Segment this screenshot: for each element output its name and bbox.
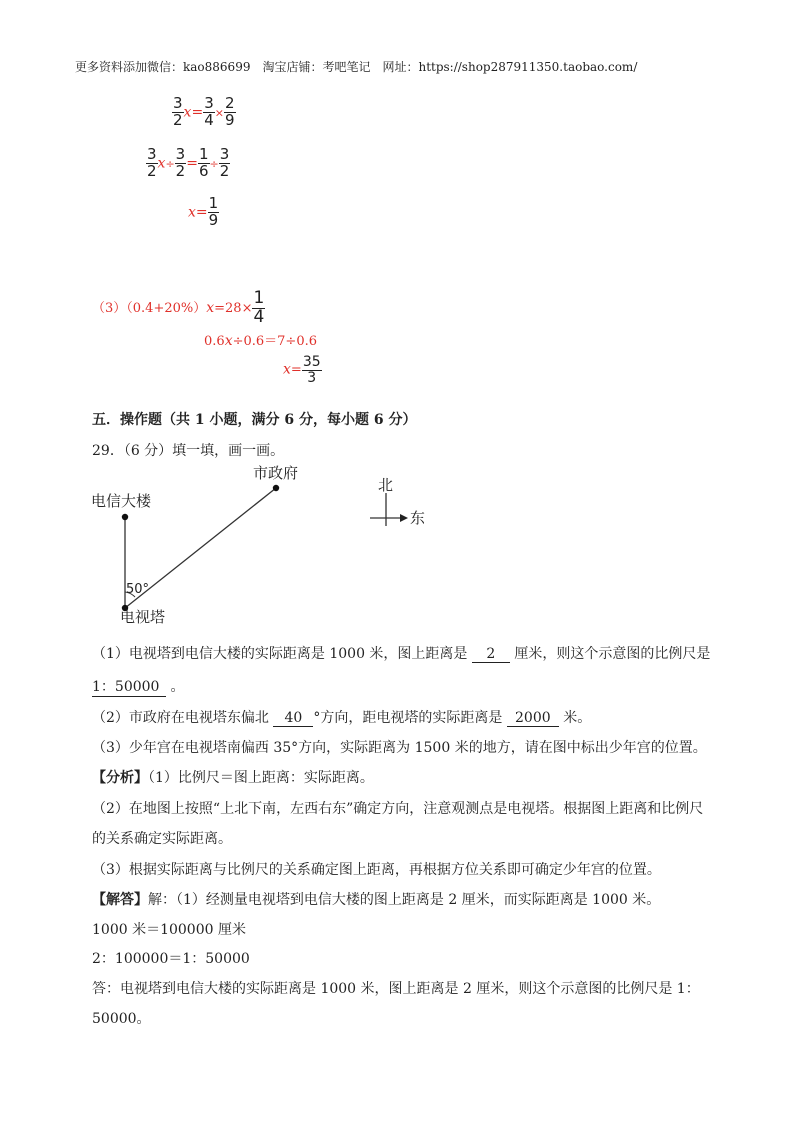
- gov-point: [273, 485, 279, 491]
- eq3-line3: x= $\frac{35}{3}$: [283, 354, 321, 386]
- page-header: 更多资料添加微信：kao886699 淘宝店铺：考吧笔记 网址：https://shop287911350.taobao.com/: [75, 60, 638, 74]
- analysis-tag: 【分析】: [92, 770, 148, 786]
- analysis-line1: 【分析】（1）比例尺＝图上距离：实际距离。: [92, 770, 374, 786]
- fraction: $\frac{3}{2}$: [175, 145, 186, 180]
- fraction: $\frac{3}{2}$: [219, 145, 230, 180]
- answer-blank: 40: [273, 710, 313, 727]
- solution-line4: 答：电视塔到电信大楼的实际距离是 1000 米，图上距离是 2 厘米，则这个示意图的比例尺是 1：: [92, 981, 700, 997]
- fraction: $\frac{35}{3}$: [302, 354, 321, 386]
- telecom-label: 电信大楼: [91, 492, 152, 510]
- answer-blank: 2000: [507, 710, 559, 727]
- east-label: 东: [410, 509, 426, 527]
- fraction: $\frac{3}{2}$: [147, 145, 157, 180]
- analysis-line3: 的关系确定实际距离。: [92, 831, 232, 847]
- solution-line2: 1000 米＝100000 厘米: [92, 922, 246, 938]
- q3-line: （3）少年宫在电视塔南偏西 35°方向，实际距离为 1500 米的地方，请在图中标出少年宫的位置。: [92, 740, 707, 756]
- tower-label: 电视塔: [120, 608, 166, 626]
- eq3-line2: 0.6x÷0.6＝7÷0.6: [204, 333, 317, 349]
- fraction: $\frac{3}{2}$: [173, 94, 183, 129]
- solution-line1: 【解答】解：（1）经测量电视塔到电信大楼的图上距离是 2 厘米，而实际距离是 1000 米。: [92, 892, 661, 908]
- fraction: $\frac{3}{4}$: [204, 94, 214, 129]
- eq2-line2: $\frac{3}{2}$ x÷ $\frac{3}{2}$ = $\frac{1}{6}$ ÷ $\frac{3}{2}$: [147, 145, 230, 180]
- analysis-line2: （2）在地图上按照“上北下南，左西右东”确定方向，注意观测点是电视塔。根据图上距离和比例尺: [92, 801, 704, 817]
- answer-blank: 1：50000: [92, 676, 166, 697]
- gov-label: 市政府: [253, 464, 299, 482]
- question-title: 29．（6 分）填一填，画一画。: [92, 443, 285, 459]
- map-diagram: [80, 460, 440, 630]
- east-arrow-icon: [400, 514, 408, 522]
- telecom-point: [122, 514, 128, 520]
- fraction: $\frac{1}{9}$: [208, 194, 219, 229]
- solution-line5: 50000。: [92, 1011, 151, 1027]
- answer-blank: 2: [472, 646, 510, 663]
- section-title: 五．操作题（共 1 小题，满分 6 分，每小题 6 分）: [92, 412, 417, 428]
- fraction: $\frac{2}{9}$: [224, 94, 235, 129]
- angle-label: 50°: [126, 582, 150, 597]
- q1-line-cont: 1：50000 。: [92, 676, 184, 697]
- q2-line: （2）市政府在电视塔东偏北 40 °方向，距电视塔的实际距离是 2000 米。: [92, 710, 592, 726]
- eq2-line3: x= $\frac{1}{9}$: [188, 194, 219, 229]
- eq3-line1: （3）（0.4+20%）x=28× $\frac{1}{4}$: [92, 288, 265, 327]
- solution-line3: 2：100000＝1：50000: [92, 951, 250, 967]
- analysis-line4: （3）根据实际距离与比例尺的关系确定图上距离，再根据方位关系即可确定少年宫的位置。: [92, 862, 661, 878]
- fraction: $\frac{1}{6}$: [198, 145, 209, 180]
- solution-tag: 【解答】: [92, 892, 148, 908]
- north-label: 北: [378, 476, 394, 494]
- fraction: $\frac{1}{4}$: [253, 288, 265, 327]
- q1-line: （1）电视塔到电信大楼的实际距离是 1000 米，图上距离是 2 厘米，则这个示意图的比例尺是: [92, 646, 711, 662]
- eq2-line1: $\frac{3}{2}$ x= $\frac{3}{4}$ × $\frac{2}{9}$: [173, 94, 235, 129]
